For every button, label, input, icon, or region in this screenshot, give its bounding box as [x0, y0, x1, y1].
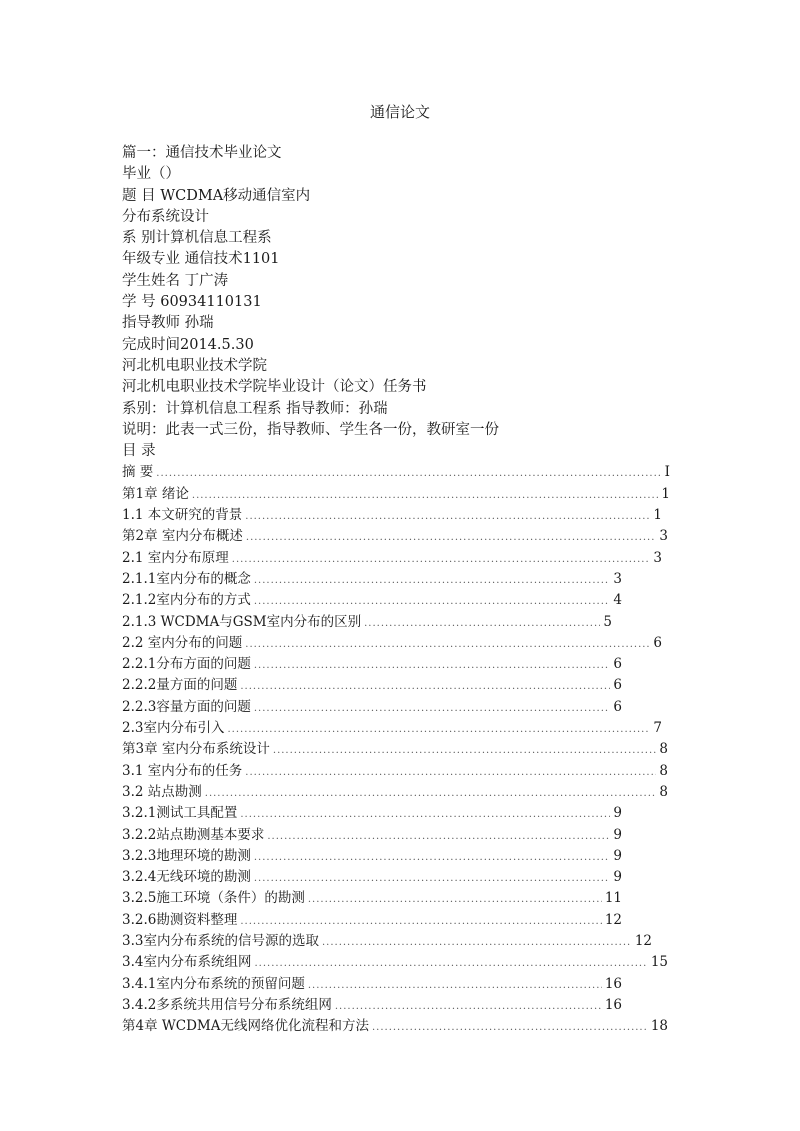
toc-entry-label: 2.2.2量方面的问题: [122, 677, 238, 694]
toc-entry-label: 3.2.1测试工具配置: [122, 805, 238, 822]
toc-entry-label: 2.2 室内分布的问题: [122, 634, 243, 651]
toc-entry: [122, 761, 668, 782]
toc-entry-page: 1: [653, 507, 662, 524]
toc-entry: [122, 484, 670, 505]
toc-leader-dots: [156, 463, 661, 484]
toc-leader-dots: [240, 911, 601, 932]
text-line: 学 号 60934110131: [122, 294, 262, 311]
text-line: 毕业（）: [122, 166, 180, 183]
toc-entry-page: 16: [604, 975, 622, 992]
toc-leader-dots: [254, 953, 647, 974]
toc-entry-label: 2.3室内分布引入: [122, 720, 225, 737]
toc-entry: [122, 654, 622, 675]
toc-entry: [122, 931, 652, 952]
toc-leader-dots: [308, 975, 602, 996]
toc-leader-dots: [254, 847, 611, 868]
toc-entry-label: 第2章 室内分布概述: [122, 528, 243, 545]
toc-entry: [122, 548, 662, 569]
toc-entry-label: 3.3室内分布系统的信号源的选取: [122, 932, 319, 949]
toc-entry: [122, 675, 622, 696]
toc-entry-label: 摘 要: [122, 464, 154, 481]
document-title: 通信论文: [369, 103, 430, 121]
toc-leader-dots: [245, 762, 656, 783]
toc-entry-page: 7: [653, 720, 662, 737]
toc-entry: [122, 888, 622, 909]
toc-entry-page: 6: [613, 677, 622, 694]
toc-entry: [122, 910, 622, 931]
toc-entry-label: 第1章 绪论: [122, 485, 189, 502]
toc-leader-dots: [245, 506, 650, 527]
toc-entry-page: I: [664, 464, 670, 481]
toc-leader-dots: [267, 826, 610, 847]
text-line: 系 别计算机信息工程系: [122, 230, 272, 247]
toc-entry-label: 2.1.1室内分布的概念: [122, 570, 251, 587]
toc-entry-label: 3.2.6勘测资料整理: [122, 911, 238, 928]
text-line: 完成时间2014.5.30: [122, 336, 254, 353]
text-line: 说明：此表一式三份，指导教师、学生各一份，教研室一份: [122, 421, 499, 438]
text-line: 河北机电职业技术学院: [122, 357, 267, 374]
toc-leader-dots: [245, 634, 650, 655]
toc-entry-label: 2.1.2室内分布的方式: [122, 592, 251, 609]
toc-entry: [122, 974, 622, 995]
toc-leader-dots: [308, 889, 602, 910]
toc-entry-page: 8: [659, 762, 668, 779]
toc-entry-label: 3.1 室内分布的任务: [122, 762, 243, 779]
toc-entry: [122, 612, 612, 633]
toc-entry-label: 3.2.2站点勘测基本要求: [122, 826, 265, 843]
toc-entry-page: 9: [613, 826, 622, 843]
toc-leader-dots: [254, 655, 611, 676]
toc-leader-dots: [254, 591, 611, 612]
toc-entry-page: 3: [653, 549, 662, 566]
toc-entry: [122, 462, 670, 483]
toc-entry-page: 15: [650, 954, 668, 971]
toc-entry: [122, 697, 622, 718]
toc-leader-dots: [364, 613, 600, 634]
toc-entry-page: 9: [613, 805, 622, 822]
toc-entry-label: 2.1.3 WCDMA与GSM室内分布的区别: [122, 613, 362, 630]
toc-entry: [122, 952, 668, 973]
toc-entry-label: 3.2.4无线环境的勘测: [122, 869, 251, 886]
toc-entry: [122, 739, 668, 760]
toc-entry-page: 4: [613, 592, 622, 609]
toc-leader-dots: [273, 740, 657, 761]
toc-leader-dots: [232, 549, 651, 570]
toc-entry: [122, 718, 662, 739]
toc-entry-page: 12: [604, 911, 622, 928]
toc-leader-dots: [227, 719, 650, 740]
toc-entry: [122, 867, 622, 888]
toc-leader-dots: [254, 570, 611, 591]
toc-leader-dots: [205, 783, 657, 804]
toc-entry: [122, 569, 622, 590]
toc-entry-label: 第4章 WCDMA无线网络优化流程和方法: [122, 1018, 369, 1035]
toc-entry-label: 3.4室内分布系统组网: [122, 954, 252, 971]
toc-entry-label: 1.1 本文研究的背景: [122, 507, 243, 524]
toc-heading: 目 录: [122, 443, 156, 460]
toc-entry-page: 8: [659, 783, 668, 800]
toc-entry-label: 3.2.3地理环境的勘测: [122, 847, 251, 864]
toc-entry-page: 6: [613, 656, 622, 673]
toc-entry-label: 3.4.2多系统共用信号分布系统组网: [122, 996, 332, 1013]
text-line: 学生姓名 丁广涛: [122, 272, 229, 289]
toc-entry: [122, 505, 662, 526]
toc-entry-page: 5: [603, 613, 612, 630]
toc-entry-page: 12: [634, 932, 652, 949]
toc-entry-label: 3.2.5施工环境（条件）的勘测: [122, 890, 305, 907]
toc-entry-page: 11: [604, 890, 622, 907]
text-line: 指导教师 孙瑞: [122, 315, 214, 332]
toc-entry-label: 3.2 站点勘测: [122, 783, 202, 800]
text-line: 河北机电职业技术学院毕业设计（论文）任务书: [122, 379, 427, 396]
toc-entry-page: 8: [659, 741, 668, 758]
toc-leader-dots: [192, 485, 659, 506]
toc-entry-page: 9: [613, 847, 622, 864]
toc-entry: [122, 782, 668, 803]
toc-entry: [122, 633, 662, 654]
toc-leader-dots: [254, 868, 611, 889]
toc-entry-page: 6: [613, 698, 622, 715]
text-line: 年级专业 通信技术1101: [122, 251, 280, 268]
toc-leader-dots: [254, 698, 611, 719]
toc-entry-label: 2.2.3容量方面的问题: [122, 698, 251, 715]
table-of-contents: [122, 462, 682, 1037]
text-line: 分布系统设计: [122, 208, 209, 225]
toc-entry: [122, 825, 622, 846]
toc-entry: [122, 526, 668, 547]
document-body: [122, 143, 682, 1037]
toc-entry-label: 2.2.1分布方面的问题: [122, 656, 251, 673]
toc-leader-dots: [322, 932, 632, 953]
text-line: 题 目 WCDMA移动通信室内: [122, 187, 311, 204]
toc-entry-label: 3.4.1室内分布系统的预留问题: [122, 975, 305, 992]
toc-entry: [122, 803, 622, 824]
toc-entry: [122, 1016, 668, 1037]
toc-entry-page: 1: [661, 485, 670, 502]
toc-entry-label: 2.1 室内分布原理: [122, 549, 229, 566]
toc-leader-dots: [240, 676, 610, 697]
toc-entry-page: 6: [653, 634, 662, 651]
toc-entry-label: 第3章 室内分布系统设计: [122, 741, 270, 758]
toc-entry-page: 16: [604, 996, 622, 1013]
text-line: 系别：计算机信息工程系 指导教师：孙瑞: [122, 400, 388, 417]
toc-entry-page: 18: [650, 1018, 668, 1035]
toc-leader-dots: [335, 996, 602, 1017]
toc-entry-page: 3: [659, 528, 668, 545]
toc-entry-page: 9: [613, 869, 622, 886]
toc-entry: [122, 590, 622, 611]
toc-entry: [122, 846, 622, 867]
toc-leader-dots: [240, 804, 610, 825]
toc-entry-page: 3: [613, 570, 622, 587]
toc-entry: [122, 995, 622, 1016]
toc-leader-dots: [246, 527, 657, 548]
toc-leader-dots: [372, 1017, 648, 1038]
text-line: 篇一：通信技术毕业论文: [122, 145, 282, 161]
